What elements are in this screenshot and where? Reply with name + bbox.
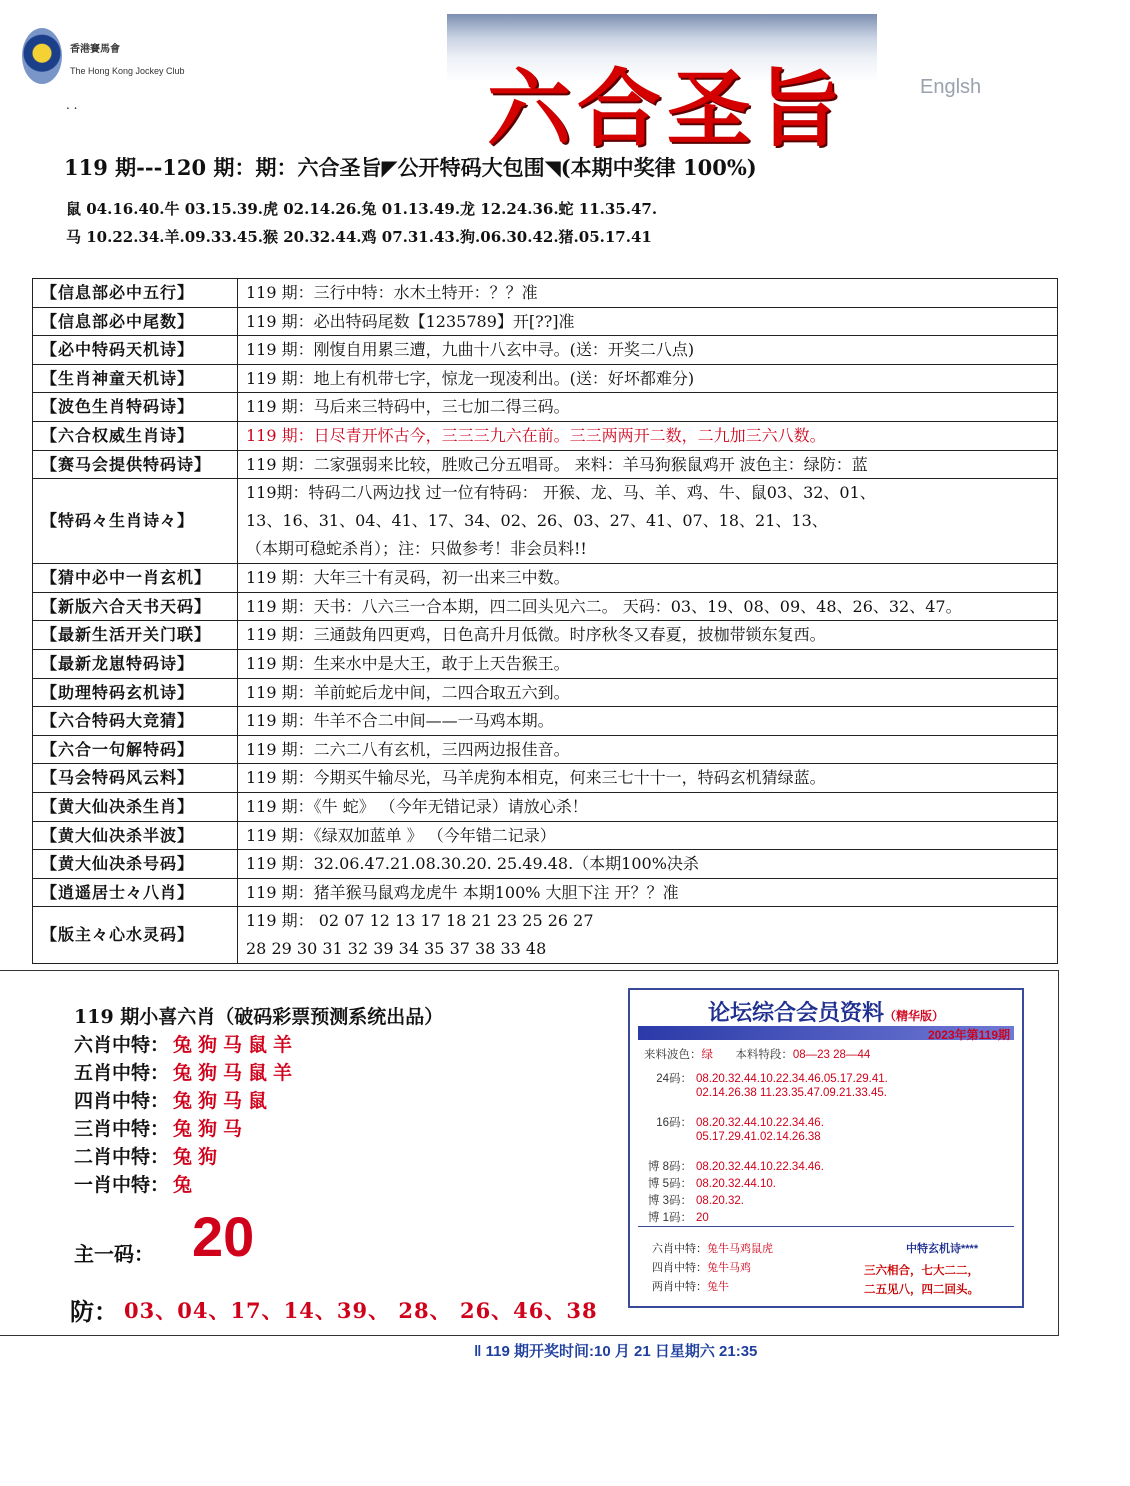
forum-foot-line xyxy=(652,1278,729,1294)
table-row xyxy=(33,564,1058,593)
forum-group-label: 24码： xyxy=(656,1073,692,1085)
prediction-row xyxy=(74,1058,298,1085)
forum-group-label: 博 5码： xyxy=(647,1178,692,1190)
prediction-row xyxy=(74,1170,198,1197)
main-number-value: 20 xyxy=(192,1205,255,1268)
forum-foot-value: 兔牛 xyxy=(707,1281,729,1293)
row-label: 【六合权威生肖诗】 xyxy=(33,421,238,450)
row-label: 【六合一句解特码】 xyxy=(33,735,238,764)
forum-group-label: 博 8码： xyxy=(647,1161,692,1173)
row-label: 【特码々生肖诗々】 xyxy=(33,479,238,564)
row-value-line: 119 期：三行中特：水木土特开：？？准 xyxy=(246,283,538,302)
forum-group-numbers: 05.17.29.41.02.14.26.38 xyxy=(696,1131,821,1143)
prediction-value: 兔狗 xyxy=(173,1146,224,1168)
forum-group-numbers: 02.14.26.38 11.23.35.47.09.21.33.45. xyxy=(696,1087,887,1099)
row-label: 【黄大仙决杀生肖】 xyxy=(33,792,238,821)
row-label: 【信息部必中尾数】 xyxy=(33,307,238,336)
forum-foot-line xyxy=(652,1259,751,1275)
row-value-line: 119 期：必出特码尾数【1235789】开[??]准 xyxy=(246,311,575,331)
row-value xyxy=(238,364,1058,393)
guard-numbers-value: 03、04、17、14、39、 28、 26、46、38 xyxy=(124,1298,598,1323)
row-value xyxy=(238,850,1058,879)
forum-poem-title: 中特玄机诗**** xyxy=(906,1243,979,1255)
forum-group-line xyxy=(644,1175,776,1191)
row-value-line: （本期可稳蛇杀肖）；注：只做参考！非会员料!! xyxy=(246,539,587,559)
prediction-row xyxy=(74,1114,248,1141)
row-value-line: 119 期：《绿双加蓝单 》 （今年错二记录） xyxy=(246,825,556,845)
forum-group-line xyxy=(644,1158,824,1174)
row-label: 【版主々心水灵码】 xyxy=(33,907,238,964)
logo-cn-text: 香港賽馬會 xyxy=(70,44,120,55)
prediction-label: 五肖中特： xyxy=(74,1062,170,1084)
row-label: 【黄大仙决杀号码】 xyxy=(33,850,238,879)
forum-group-numbers: 08.20.32.44.10.22.34.46. xyxy=(696,1117,824,1129)
row-value xyxy=(238,907,1058,964)
row-label: 【必中特码天机诗】 xyxy=(33,336,238,365)
row-value-line: 119 期：牛羊不合二中间——一马鸡本期。 xyxy=(246,711,554,731)
row-value-line: 119 期：二六二八有玄机，三四两边报佳音。 xyxy=(246,739,570,759)
row-label: 【最新龙崽特码诗】 xyxy=(33,649,238,678)
row-value-line: 119 期：生来水中是大王，敢于上天告猴王。 xyxy=(246,653,570,673)
row-value-line: 119期：特码二八两边找 过一位有特码： 开猴、龙、马、羊、鸡、牛、鼠03、32、01、 xyxy=(246,483,876,503)
table-row xyxy=(33,735,1058,764)
row-value-line: 119 期：大年三十有灵码，初一出来三中数。 xyxy=(246,568,570,588)
row-label: 【逍遥居士々八肖】 xyxy=(33,878,238,907)
row-label: 【波色生肖特码诗】 xyxy=(33,393,238,422)
forum-group-label: 16码： xyxy=(656,1117,692,1129)
row-label: 【助理特码玄机诗】 xyxy=(33,678,238,707)
banner-title: 六合圣旨 xyxy=(486,59,847,158)
row-value xyxy=(238,792,1058,821)
forum-foot-value: 兔牛马鸡 xyxy=(707,1262,751,1274)
forum-source-line xyxy=(644,1046,870,1062)
table-row xyxy=(33,336,1058,365)
row-value-line: 13、16、31、04、41、17、34、02、26、03、27、41、07、18、21、13、 xyxy=(246,511,828,531)
forum-special-label: 本料特段： xyxy=(735,1049,793,1061)
prediction-title: 119 期小喜六肖（破码彩票预测系统出品） xyxy=(74,1006,444,1028)
row-value-line: 119 期：天书：八六三一合本期，四二回头见六二。 天码：03、19、08、09、48、26、32、47。 xyxy=(246,596,962,616)
prediction-value: 兔 xyxy=(173,1174,199,1196)
row-value xyxy=(238,479,1058,564)
forum-group-line xyxy=(644,1070,888,1086)
forum-source-value: 绿 xyxy=(701,1049,713,1061)
zodiac-line-1: 鼠 04.16.40.牛 03.15.39.虎 02.14.26.兔 01.13.49.龙 12.24.36.蛇 11.35.47. xyxy=(66,200,658,218)
logo-en-text: The Hong Kong Jockey Club xyxy=(70,66,185,76)
table-row xyxy=(33,421,1058,450)
table-row xyxy=(33,592,1058,621)
table-row xyxy=(33,792,1058,821)
table-row xyxy=(33,393,1058,422)
info-table xyxy=(32,278,1058,964)
forum-issue: 2023年第119期 xyxy=(927,1028,1010,1042)
row-value-line: 119 期：三通鼓角四更鸡，日色高升月低微。时序秋冬又春夏，披枷带锁东复西。 xyxy=(246,625,826,645)
row-value xyxy=(238,735,1058,764)
forum-poem-line: 二五见八，四二回头。 xyxy=(864,1284,979,1296)
forum-title xyxy=(630,996,1022,1027)
row-label: 【猜中必中一肖玄机】 xyxy=(33,564,238,593)
row-value xyxy=(238,678,1058,707)
table-row xyxy=(33,479,1058,564)
row-value-line: 119 期：二家强弱来比较，胜败己分五唱哥。 来料：羊马狗猴鼠鸡开 波色主：绿防：蓝 xyxy=(246,454,868,474)
page-headline: 119 期---120 期：期：六合圣旨◤公开特码大包围◥(本期中奖律 100%) xyxy=(64,155,757,180)
prediction-row xyxy=(74,1142,223,1169)
table-row xyxy=(33,821,1058,850)
row-label: 【新版六合天书天码】 xyxy=(33,592,238,621)
forum-poem-line: 三六相合，七大二二， xyxy=(864,1265,979,1277)
english-link[interactable]: Englsh xyxy=(920,76,982,98)
prediction-row xyxy=(74,1030,298,1057)
forum-group-line xyxy=(644,1087,887,1099)
row-value-line: 28 29 30 31 32 39 34 35 37 38 33 48 xyxy=(246,939,547,959)
row-value xyxy=(238,307,1058,336)
row-label: 【生肖神童天机诗】 xyxy=(33,364,238,393)
zodiac-line-2: 马 10.22.34.羊.09.33.45.猴 20.32.44.鸡 07.31.43.狗.06.30.42.猪.05.17.41 xyxy=(66,228,652,246)
row-label: 【赛马会提供特码诗】 xyxy=(33,450,238,479)
forum-source-label: 来料波色： xyxy=(644,1049,702,1061)
forum-group-numbers: 08.20.32. xyxy=(696,1195,744,1207)
row-value xyxy=(238,336,1058,365)
table-row xyxy=(33,621,1058,650)
prediction-row xyxy=(74,1086,273,1113)
forum-foot-line xyxy=(652,1240,773,1256)
prediction-label: 一肖中特： xyxy=(74,1174,170,1196)
forum-divider xyxy=(638,1226,1014,1227)
prediction-value: 兔狗马鼠羊 xyxy=(173,1062,299,1084)
prediction-label: 三肖中特： xyxy=(74,1118,170,1140)
row-value xyxy=(238,764,1058,793)
row-label: 【最新生活开关门联】 xyxy=(33,621,238,650)
table-row xyxy=(33,850,1058,879)
forum-group-line xyxy=(644,1192,744,1208)
row-value-line: 119 期： 02 07 12 13 17 18 21 23 25 26 27 xyxy=(246,911,594,931)
row-label: 【六合特码大竞猜】 xyxy=(33,707,238,736)
forum-foot-value: 兔牛马鸡鼠虎 xyxy=(707,1243,773,1255)
table-row xyxy=(33,707,1058,736)
prediction-label: 四肖中特： xyxy=(74,1090,170,1112)
forum-group-line xyxy=(644,1131,821,1143)
table-row xyxy=(33,364,1058,393)
forum-group-label: 博 3码： xyxy=(647,1195,692,1207)
row-value xyxy=(238,821,1058,850)
table-row xyxy=(33,907,1058,964)
jockey-club-logo xyxy=(22,22,212,112)
forum-title-text: 论坛综合会员资料 xyxy=(707,1000,884,1026)
row-value xyxy=(238,393,1058,422)
forum-special-value: 08—23 28—44 xyxy=(792,1049,871,1061)
table-row xyxy=(33,279,1058,308)
table-row xyxy=(33,878,1058,907)
forum-group-label: 博 1码： xyxy=(647,1212,692,1224)
guard-numbers-label: 防： xyxy=(70,1297,118,1326)
title-banner xyxy=(447,14,877,158)
row-value-line: 119 期：《牛 蛇》 （今年无错记录）请放心杀！ xyxy=(246,796,588,816)
table-row xyxy=(33,764,1058,793)
row-value-line: 119 期：日尽青开怀古今，三三三九六在前。三三两两开二数，二九加三六八数。 xyxy=(246,425,826,445)
row-value xyxy=(238,564,1058,593)
table-row xyxy=(33,649,1058,678)
table-row xyxy=(33,678,1058,707)
row-label: 【黄大仙决杀半波】 xyxy=(33,821,238,850)
prediction-value: 兔狗马鼠 xyxy=(173,1090,274,1112)
table-row xyxy=(33,307,1058,336)
row-value xyxy=(238,421,1058,450)
row-value xyxy=(238,621,1058,650)
forum-group-numbers: 08.20.32.44.10. xyxy=(696,1178,776,1190)
forum-foot-label: 四肖中特： xyxy=(652,1262,707,1274)
forum-group-line xyxy=(644,1209,709,1225)
prediction-value: 兔狗马鼠羊 xyxy=(173,1034,299,1056)
row-value-line: 119 期：今期买牛输尽光，马羊虎狗本相克，何来三七十十一，特码玄机猜绿蓝。 xyxy=(246,768,826,788)
row-label: 【马会特码风云料】 xyxy=(33,764,238,793)
jockey-club-emblem-icon xyxy=(22,28,62,84)
prediction-value: 兔狗马 xyxy=(173,1118,249,1140)
row-value xyxy=(238,279,1058,308)
row-value xyxy=(238,592,1058,621)
main-number-label: 主一码： xyxy=(74,1242,154,1266)
row-value-line: 119 期：马后来三特码中，三七加二得三码。 xyxy=(246,397,570,417)
forum-foot-label: 六肖中特： xyxy=(652,1243,707,1255)
row-value xyxy=(238,450,1058,479)
row-label: 【信息部必中五行】 xyxy=(33,279,238,308)
forum-edition: （精华版） xyxy=(884,1009,945,1023)
row-value-line: 119 期：猪羊猴马鼠鸡龙虎牛 本期100% 大胆下注 开？？准 xyxy=(246,882,679,902)
prediction-label: 二肖中特： xyxy=(74,1146,170,1168)
forum-foot-label: 两肖中特： xyxy=(652,1281,707,1293)
row-value-line: 119 期：羊前蛇后龙中间，二四合取五六到。 xyxy=(246,682,570,702)
forum-group-numbers: 08.20.32.44.10.22.34.46. xyxy=(696,1161,824,1173)
row-value xyxy=(238,707,1058,736)
row-value xyxy=(238,649,1058,678)
row-value-line: 119 期：刚愎自用累三遭，九曲十八玄中寻。(送：开奖二八点) xyxy=(246,340,695,360)
table-row xyxy=(33,450,1058,479)
forum-group-line xyxy=(644,1114,824,1130)
row-value-line: 119 期：地上有机带七字，惊龙一现凌利出。(送：好坏都难分) xyxy=(246,368,695,388)
logo-dots: . . xyxy=(66,98,78,112)
prediction-label: 六肖中特： xyxy=(74,1034,170,1056)
draw-time: ‖ 119 期开奖时间:10 月 21 日星期六 21:35 xyxy=(474,1343,758,1360)
forum-group-numbers: 20 xyxy=(696,1212,709,1224)
forum-group-numbers: 08.20.32.44.10.22.34.46.05.17.29.41. xyxy=(696,1073,888,1085)
row-value-line: 119 期：32.06.47.21.08.30.20. 25.49.48.（本期100%决杀 xyxy=(246,854,699,874)
forum-member-card xyxy=(628,988,1024,1308)
row-value xyxy=(238,878,1058,907)
